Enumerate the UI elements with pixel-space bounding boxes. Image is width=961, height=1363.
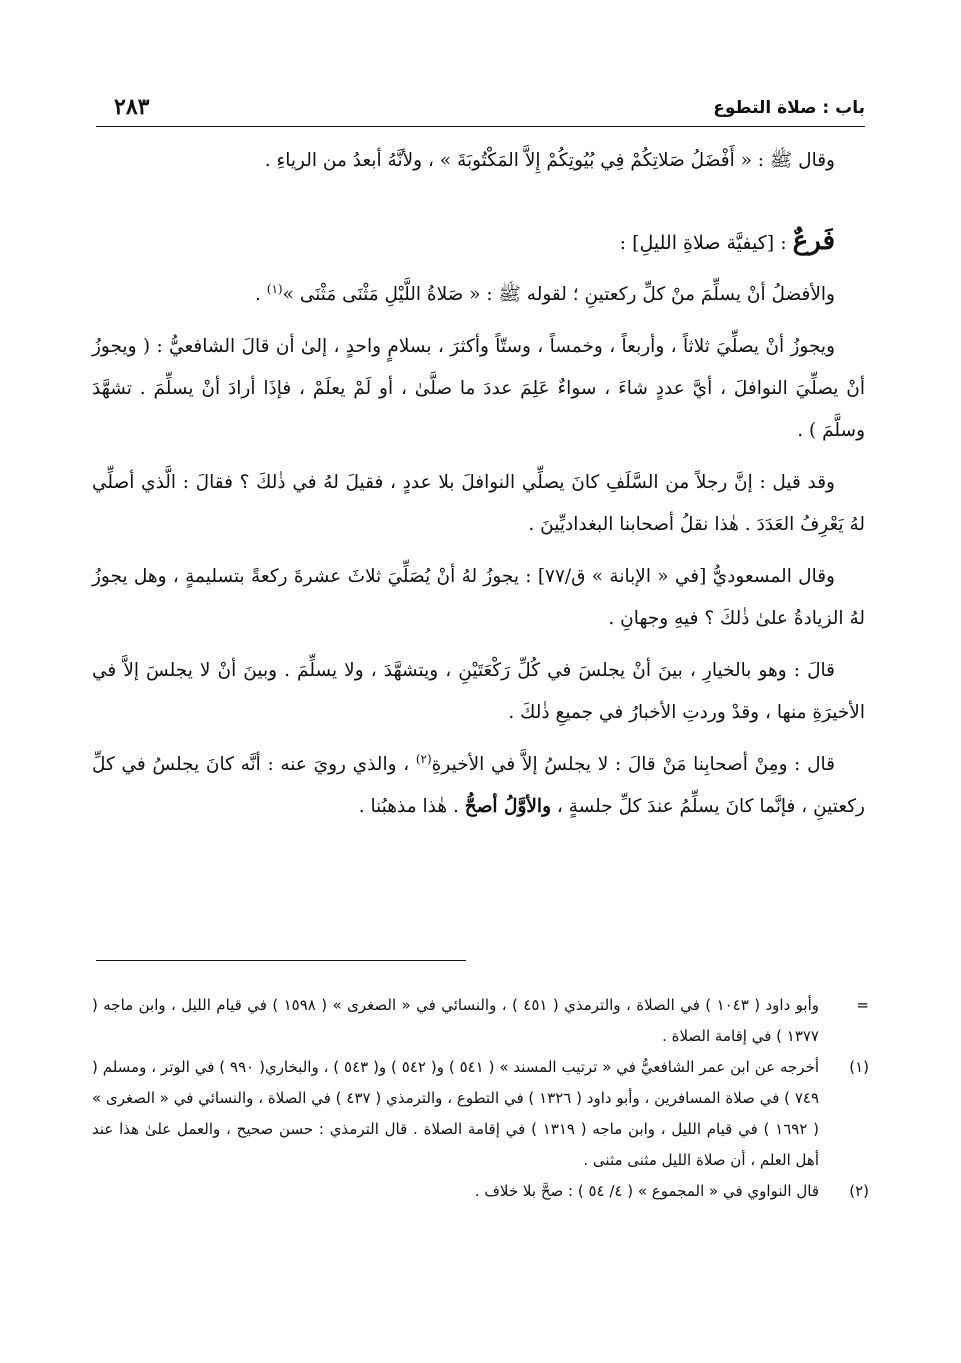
running-header xyxy=(96,92,865,127)
footnote-1 xyxy=(92,1052,869,1176)
footnote-text: أخرجه عن ابن عمر الشافعيُّ في « ترتيب المسند » ( ٥٤١ ) و( ٥٤٢ ) و( ٥٤٣ ) ، والبخاري( ٩٩٠ ) في الوتر ، ومسلم ( ٧٤٩ ) في صلاة المسافرين ، وأبو داود ( ١٣٢٦ ) في التطوع ، والترمذي ( ٤٣٧ ) في الصلاة ، والنسائي في « الصغرى » ( ١٦٩٢ ) في قيام الليل ، وابن ماجه ( ١٣١٩ ) في إقامة الصلاة . قال الترمذي : حسن صحيح ، والعمل علىٰ هذا عند أهل العلم ، أن صلاة الليل مثنى مثنى . xyxy=(92,1058,820,1169)
footnote-continued xyxy=(92,990,869,1052)
paragraph-1 xyxy=(92,274,865,316)
section-heading xyxy=(92,220,865,264)
footnote-mark: (١) xyxy=(849,1058,869,1076)
paragraph-6-part-c: . هٰذا مذهبُنا . xyxy=(358,796,465,817)
paragraph-6-bold: والأوَّلُ أصحُّ xyxy=(464,796,551,817)
paragraph-6-part-a: قال : ومِنْ أصحابِنا مَنْ قالَ : لا يجلسُ إلاَّ في الأخيرةِ xyxy=(431,754,836,775)
paragraph-0: وقال ﷺ : « أَفْضَلُ صَلاتِكُمْ فِي بُيُوتِكُمْ إِلاَّ المَكْتُوبَةَ » ، ولأنَّهُ أبعدُ من الرياءِ . xyxy=(264,150,835,171)
footnote-text: قال النواوي في « المجموع » ( ٤/ ٥٤ ) : صحَّ بلا خلاف . xyxy=(474,1182,819,1200)
main-text xyxy=(92,140,865,838)
footnote-mark: = xyxy=(856,996,869,1014)
footnote-separator xyxy=(96,960,466,961)
paragraph-2: ويجوزُ أنْ يصلِّيَ ثلاثاً ، وأربعاً ، وخمساً ، وستّاً وأكثرَ ، بسلامٍ واحدٍ ، إلىٰ أن قالَ الشافعيُّ : ( ويجوزُ أنْ يصلِّيَ النوافلَ ، أيَّ عددٍ شاءَ ، سواءٌ عَلِمَ عددَ ما صلَّىٰ ، أو لَمْ يعلَمْ ، فإذَا أرادَ أنْ يسلِّمَ . تشهَّدَ وسلَّمَ ) . xyxy=(92,336,865,441)
page-number: ٢٨٣ xyxy=(114,94,150,120)
chapter-title: باب : صلاة التطوع xyxy=(713,98,865,118)
paragraph-6-part-b: ، والذي رويَ عنه : أنَّه كانَ يجلسُ في كلِّ ركعتينِ ، فإنَّما كانَ يسلِّمُ عندَ كلِّ جلسةٍ ، xyxy=(92,754,865,817)
paragraph-5: قالَ : وهو بالخيارِ ، بينَ أنْ يجلسَ في كُلِّ رَكْعَتَيْنِ ، ويتشهَّدَ ، ولا يسلِّمَ . وبينَ أنْ لا يجلسَ إلاَّ في الأخيرَةِ منها ، وقدْ وردتِ الأخبارُ في جميعِ ذٰلكَ . xyxy=(92,660,865,723)
branch-word: فَرعٌ xyxy=(792,226,835,256)
footnote-mark: (٢) xyxy=(849,1182,869,1200)
footnote-text: وأبو داود ( ١٠٤٣ ) في الصلاة ، والترمذي ( ٤٥١ ) ، والنسائي في « الصغرى » ( ١٥٩٨ ) في قيام الليل ، وابن ماجه ( ١٣٧٧ ) في إقامة الصلاة . xyxy=(92,996,819,1045)
footnote-2 xyxy=(92,1176,869,1207)
footnote-ref-1: (١) xyxy=(266,281,283,296)
paragraph-1-end: . xyxy=(255,284,267,305)
paragraph-6 xyxy=(92,744,865,828)
footnotes xyxy=(92,990,869,1207)
paragraph-3: وقد قيل : إنَّ رجلاً من السَّلَفِ كانَ يصلِّي النوافلَ بلا عددٍ ، فقيلَ لهُ في ذٰلكَ ؟ فقالَ : الَّذي أصلِّي لهُ يَعْرِفُ العَدَدَ . هٰذا نقلُ أصحابنا البغداديِّينَ . xyxy=(92,472,865,535)
branch-title: : [كيفيَّة صلاةِ الليلِ] : xyxy=(619,232,793,254)
paragraph-4: وقال المسعوديُّ [في « الإبانة » ق/٧٧] : يجوزُ لهُ أنْ يُصَلِّيَ ثلاثَ عشرةَ ركعةً بتسليمةٍ ، وهل يجوزُ لهُ الزيادةُ علىٰ ذٰلكَ ؟ فيهِ وجهانِ . xyxy=(92,566,865,629)
paragraph-1-text: والأفضلُ أنْ يسلِّمَ منْ كلِّ ركعتينِ ؛ لقوله ﷺ : « صَلاةُ اللَّيْلِ مَثْنَى مَثْنَى » xyxy=(282,284,835,305)
footnote-ref-2: (٢) xyxy=(415,751,432,766)
